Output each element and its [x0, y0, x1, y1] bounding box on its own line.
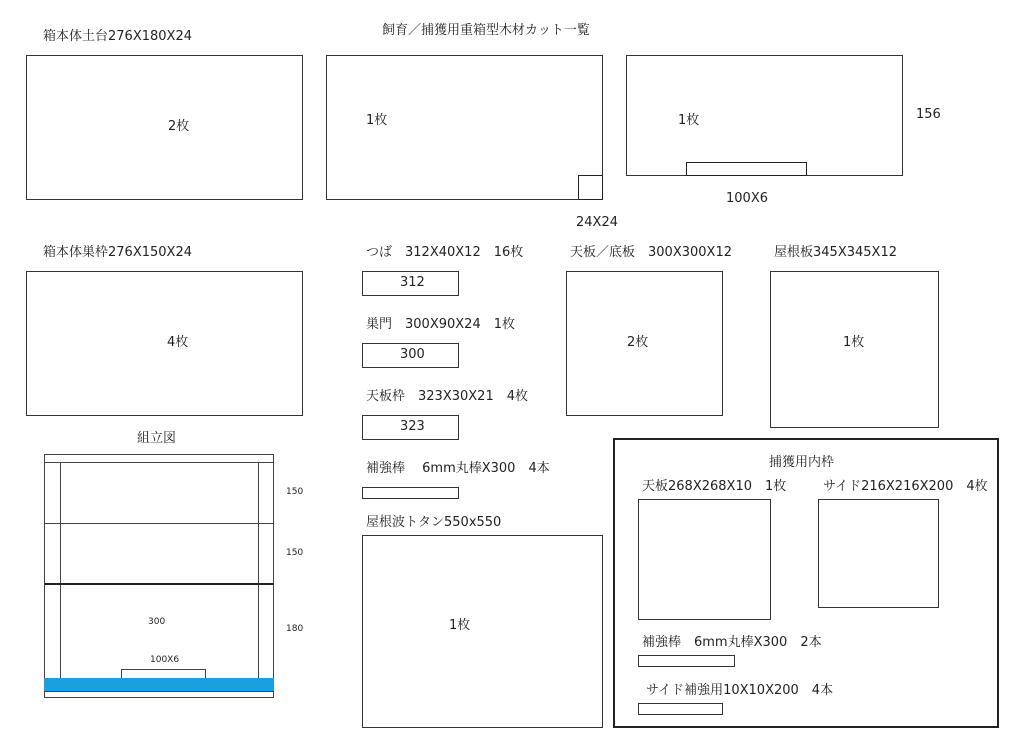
top-frame-piece	[362, 415, 459, 440]
panel-with-corner-block	[326, 55, 603, 200]
top-bottom-label: 天板／底板 300X300X12	[570, 245, 732, 260]
base-frame-qty: 2枚	[168, 119, 190, 134]
assembly-dim-1: 150	[286, 487, 304, 497]
reinforce-rod-piece	[362, 487, 459, 499]
capture-side-label: サイド216X216X200 4枚	[823, 479, 988, 494]
assembly-inner-label: 300	[148, 617, 166, 627]
panel-with-slot	[626, 55, 903, 176]
top-bottom-panel	[566, 271, 723, 416]
entrance-piece	[362, 343, 459, 368]
entrance-label: 巣門 300X90X24 1枚	[366, 317, 515, 332]
base-frame-label: 箱本体土台276X180X24	[43, 29, 192, 44]
capture-title: 捕獲用内枠	[769, 455, 835, 470]
capture-side-reinforce-label: サイド補強用10X10X200 4本	[646, 683, 834, 698]
capture-rod-label: 補強棒 6mm丸棒X300 2本	[642, 635, 822, 650]
roof-board-label: 屋根板345X345X12	[774, 245, 897, 260]
tsuba-label: つば 312X40X12 16枚	[366, 245, 524, 260]
capture-side-reinforce-piece	[638, 703, 723, 715]
base-frame-panel	[26, 55, 303, 200]
panel-b-height-dim: 156	[916, 107, 941, 122]
nest-frame-panel	[26, 271, 303, 416]
corner-block-dim: 24X24	[576, 215, 618, 230]
capture-rod-piece	[638, 655, 735, 667]
slot-dim: 100X6	[726, 191, 768, 206]
assembly-slot	[122, 670, 206, 679]
assembly-dim-3: 180	[286, 624, 304, 634]
assembly-dim-2: 150	[286, 548, 304, 558]
roof-tin-qty: 1枚	[449, 618, 471, 633]
assembly-title: 組立図	[137, 431, 177, 446]
roof-tin-panel	[362, 535, 603, 728]
panel-a-qty: 1枚	[366, 113, 388, 128]
entrance-dim: 300	[400, 347, 425, 362]
capture-side-panel	[818, 499, 939, 608]
assembly-base-board	[44, 678, 274, 691]
top-frame-label: 天板枠 323X30X21 4枚	[366, 389, 528, 404]
capture-top-label: 天板268X268X10 1枚	[642, 479, 787, 494]
roof-tin-label: 屋根波トタン550x550	[366, 515, 502, 530]
reinforce-rod-label: 補強棒 6mm丸棒X300 4本	[366, 461, 550, 476]
assembly-slot-label: 100X6	[150, 655, 180, 665]
corner-block	[578, 175, 603, 200]
slot	[686, 162, 807, 176]
tsuba-dim: 312	[400, 275, 425, 290]
nest-frame-qty: 4枚	[167, 335, 189, 350]
page-title: 飼育／捕獲用重箱型木材カット一覧	[382, 23, 590, 38]
roof-board-panel	[770, 271, 939, 428]
panel-b-qty: 1枚	[678, 113, 700, 128]
top-bottom-qty: 2枚	[627, 335, 649, 350]
roof-board-qty: 1枚	[843, 335, 865, 350]
capture-top-panel	[638, 499, 771, 620]
tsuba-piece	[362, 271, 459, 296]
top-frame-dim: 323	[400, 419, 425, 434]
nest-frame-label: 箱本体巣枠276X150X24	[43, 245, 192, 260]
